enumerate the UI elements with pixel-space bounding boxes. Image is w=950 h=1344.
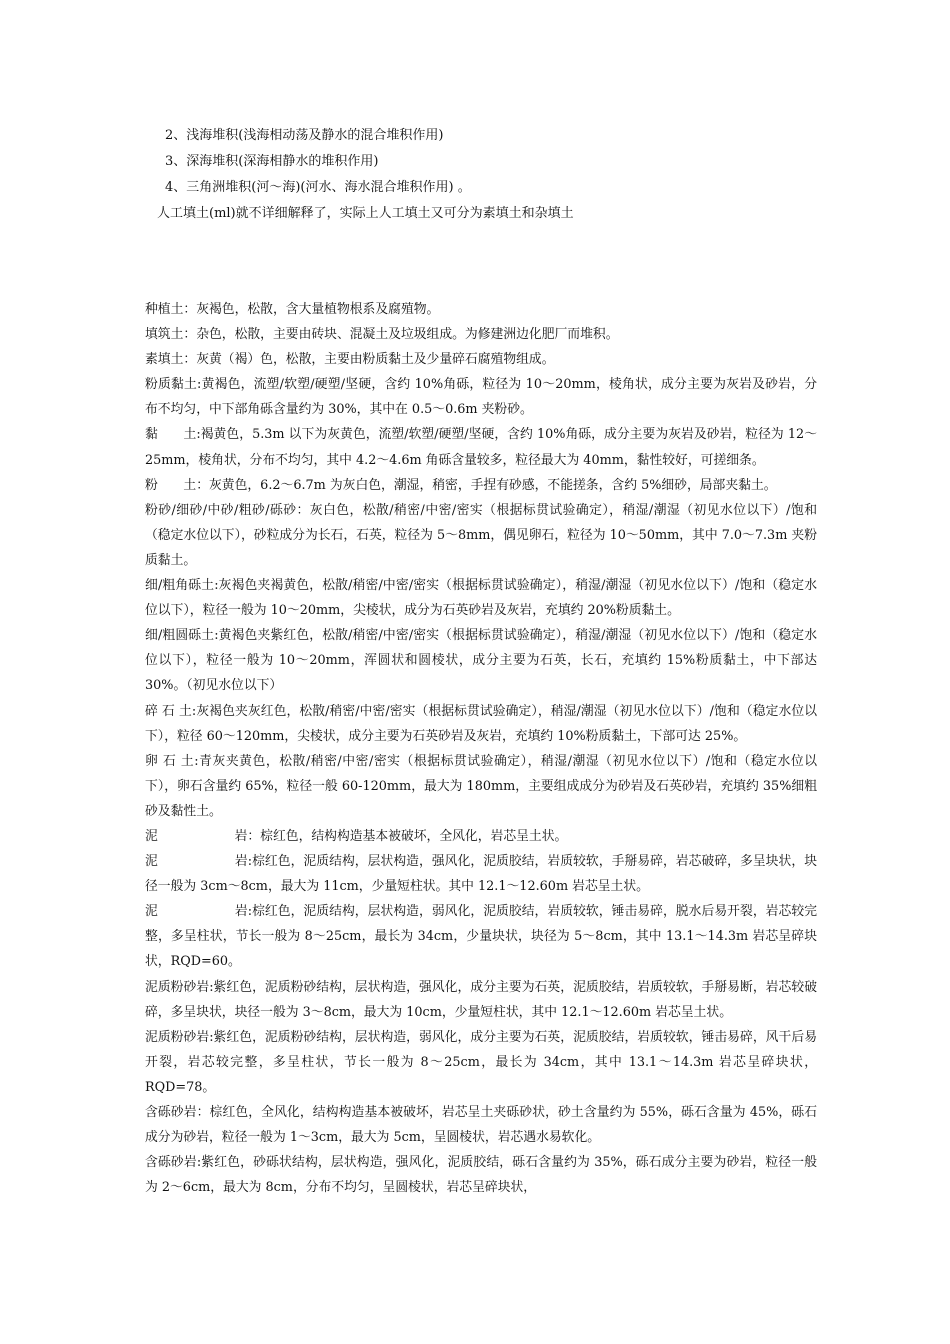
soil-desc-silt: 粉 土：灰黄色，6.2～6.7m 为灰白色，潮湿，稍密，手捏有砂感，不能搓条，含约 5%细砂，局部夹黏土。 xyxy=(145,477,777,493)
soil-desc-clay: 黏 土:褐黄色，5.3m 以下为灰黄色，流塑/软塑/硬塑/坚硬，含约 10%角砾，成分主要为灰岩及砂岩，粒径为 12～25mm，棱角状，分布不均匀，其中 4.2～4.6m 角砾含量较多，粒径最大为 40mm，黏性较好，可搓细条。 xyxy=(145,427,817,468)
soil-desc-angular-gravel: 细/粗角砾土:灰褐色夹褐黄色，松散/稍密/中密/密实（根据标贯试验确定），稍湿/潮湿（初见水位以下）/饱和（稳定水位以下），粒径一般为 10～20mm，尖棱状，成分为石英砂岩及灰岩，充填约 20%粉质黏土。 xyxy=(145,578,817,619)
soil-desc-fill-soil: 填筑土：杂色，松散，主要由砖块、混凝土及垃圾组成。为修建洲边化肥厂而堆积。 xyxy=(145,327,619,343)
rock-desc-gravel-sandstone-full: 含砾砂岩：棕红色，全风化，结构构造基本被破坏，岩芯呈土夹砾砂状，砂土含量约为 55%，砾石含量为 45%，砾石成分为砂岩，粒径一般为 1～3cm，最大为 5cm，呈圆棱状，岩芯遇水易软化。 xyxy=(145,1105,817,1146)
rock-desc-gravel-sandstone-strong: 含砾砂岩:紫红色，砂砾状结构，层状构造，强风化，泥质胶结，砾石含量约为 35%，砾石成分主要为砂岩，粒径一般为 2～6cm，最大为 8cm，分布不均匀，呈圆棱状，岩芯呈碎块状， xyxy=(145,1155,817,1196)
soil-desc-pebble: 卵 石 土:青灰夹黄色，松散/稍密/中密/密实（根据标贯试验确定），稍湿/潮湿（初见水位以下）/饱和（稳定水位以下），卵石含量约 65%，粒径一般 60-120mm，最大为 180mm，主要组成成分为砂岩及石英砂岩，充填约 35%细粗砂及黏性土。 xyxy=(145,753,817,819)
soil-desc-round-gravel: 细/粗圆砾土:黄褐色夹紫红色，松散/稍密/中密/密实（根据标贯试验确定），稍湿/潮湿（初见水位以下）/饱和（稳定水位以下），粒径一般为 10～20mm，浑圆状和圆棱状，成分主要为石英，长石，充填约 15%粉质黏土，中下部达 30%。（初见水位以下） xyxy=(145,628,817,694)
soil-desc-silty-clay: 粉质黏土:黄褐色，流塑/软塑/硬塑/坚硬，含约 10%角砾，粒径为 10～20mm，棱角状，成分主要为灰岩及砂岩，分布不均匀，中下部角砾含量约为 30%，其中在 0.5～0.6m 夹粉砂。 xyxy=(145,377,817,418)
deposit-item-2: 2、浅海堆积(浅海相动荡及静水的混合堆积作用) xyxy=(165,128,444,143)
soil-desc-sand: 粉砂/细砂/中砂/粗砂/砾砂：灰白色，松散/稍密/中密/密实（根据标贯试验确定），稍湿/潮湿（初见水位以下）/饱和（稳定水位以下），砂粒成分为长石，石英，粒径为 5～8mm，偶见卵石，粒径为 10～50mm，其中 7.0～7.3m 夹粉质黏土。 xyxy=(145,502,817,568)
artificial-fill-note: 人工填土(ml)就不详细解释了，实际上人工填土又可分为素填土和杂填土 xyxy=(157,206,574,221)
intro-section xyxy=(145,123,825,227)
soil-desc-crushed-stone: 碎 石 土:灰褐色夹灰红色，松散/稍密/中密/密实（根据标贯试验确定），稍湿/潮湿（初见水位以下）/饱和（稳定水位以下），粒径 60～120mm，尖棱状，成分主要为石英砂岩及灰岩，充填约 10%粉质黏土，下部可达 25%。 xyxy=(145,703,817,744)
soil-desc-planting-soil: 种植土：灰褐色，松散，含大量植物根系及腐殖物。 xyxy=(145,302,440,317)
deposit-item-3: 3、深海堆积(深海相静水的堆积作用) xyxy=(165,154,379,169)
rock-desc-mudstone-full: 泥 岩：棕红色，结构构造基本被破坏，全风化，岩芯呈土状。 xyxy=(145,828,568,844)
soil-desc-plain-fill: 素填土：灰黄（褐）色，松散，主要由粉质黏土及少量碎石腐殖物组成。 xyxy=(145,352,555,368)
rock-desc-mudstone-strong: 泥 岩:棕红色，泥质结构，层状构造，强风化，泥质胶结，岩质较软，手掰易碎，岩芯破碎，多呈块状，块径一般为 3cm～8cm，最大为 11cm，少量短柱状。其中 12.1～12.60m 岩芯呈土状。 xyxy=(145,854,817,895)
deposit-item-4: 4、三角洲堆积(河～海)(河水、海水混合堆积作用) 。 xyxy=(165,180,471,195)
rock-desc-argillaceous-siltstone-weak: 泥质粉砂岩:紫红色，泥质粉砂结构，层状构造，弱风化，成分主要为石英，泥质胶结，岩质较软，锤击易碎，风干后易开裂，岩芯较完整，多呈柱状，节长一般为 8～25cm，最长为 34cm，其中 13.1～14.3m 岩芯呈碎块状，RQD=78。 xyxy=(145,1029,817,1095)
rock-desc-argillaceous-siltstone-strong: 泥质粉砂岩:紫红色，泥质粉砂结构，层状构造，强风化，成分主要为石英，泥质胶结，岩质较软，手掰易断，岩芯较破碎，多呈块状，块径一般为 3～8cm，最大为 10cm，少量短柱状，其中 12.1～12.60m 岩芯呈土状。 xyxy=(145,979,817,1020)
soil-descriptions xyxy=(145,297,817,1200)
rock-desc-mudstone-weak: 泥 岩:棕红色，泥质结构，层状构造，弱风化，泥质胶结，岩质较软，锤击易碎，脱水后易开裂，岩芯较完整，多呈柱状，节长一般为 8～25cm，最长为 34cm，少量块状，块径为 5～8cm，其中 13.1～14.3m 岩芯呈碎块状，RQD=60。 xyxy=(145,904,817,970)
